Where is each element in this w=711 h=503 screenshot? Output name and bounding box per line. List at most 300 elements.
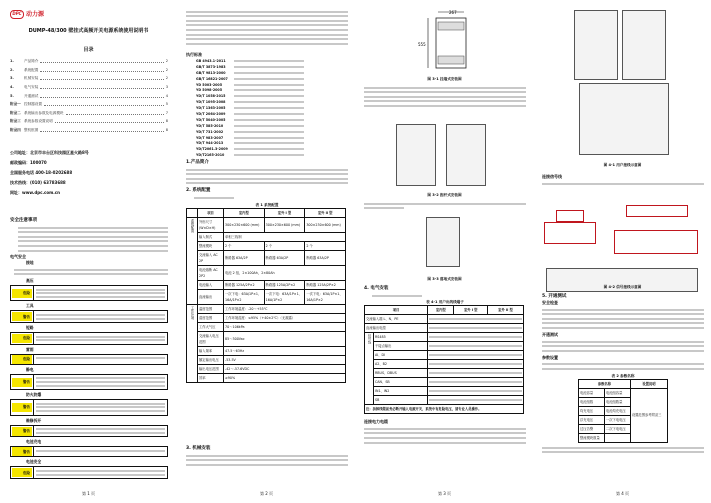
param-desc: 电池均充电压 (604, 406, 630, 415)
brand-logo (10, 10, 44, 19)
row-value: 断路器 63A/2P (264, 250, 305, 265)
toc-label: 系统输出参数及电源模块 (24, 110, 64, 115)
warning-tag (11, 355, 33, 364)
page-1 (0, 0, 177, 503)
row-label: 电池熔断 AC 2P2 (198, 265, 224, 280)
toc-entry (10, 100, 168, 109)
table-row (187, 346, 346, 355)
warning-box (10, 466, 168, 479)
row-value: 47.5～63Hz (224, 346, 346, 355)
table-row (187, 289, 346, 304)
warning-body (33, 355, 167, 364)
cabinet-left-figure (574, 10, 618, 80)
signal-terminal-left (556, 210, 584, 222)
toc-page: 3 (165, 85, 168, 90)
page-footer: 第 3 页 (437, 491, 452, 496)
warning-tag (11, 447, 33, 456)
warning-tag (11, 333, 33, 344)
page-footer: 第 4 页 (615, 491, 630, 496)
row-label: 效率 (198, 373, 224, 382)
table-header: 设置说明 (630, 379, 667, 388)
table-row (187, 250, 346, 265)
website: 网址：www.dpc.com.cn (10, 190, 60, 195)
toc-label: 机械安装 (24, 76, 39, 81)
page-3 (356, 0, 533, 503)
warning-level: 警告 (23, 314, 30, 319)
warning-section-title: 静电 (26, 366, 34, 372)
table-row (187, 313, 346, 322)
warning-level: 危险 (23, 291, 30, 296)
toc-entry (10, 117, 168, 126)
signal-section (542, 174, 704, 187)
signal-section-title: 连接信号线 (542, 174, 562, 179)
row-label: 整流模块 (198, 241, 224, 250)
warning-triangle-icon (14, 469, 22, 476)
toc-number: 2. (10, 67, 14, 72)
standard-code: YD/T 2064-2009 (196, 112, 226, 117)
figure-4-2-caption: 图 4-2 信号接线示意图 (603, 285, 642, 289)
warning-box (10, 425, 168, 438)
table-header: 项目 (198, 208, 224, 217)
dim-width-label: 267 (449, 10, 457, 15)
param-desc (604, 433, 630, 442)
row-label: 输入频率 (198, 346, 224, 355)
row-value: 工作环境温度：-20～+55℃ (224, 304, 346, 313)
table-row (187, 232, 346, 241)
table-row (365, 324, 524, 333)
logo-mark-icon: DPC (10, 10, 24, 19)
toc-dots (40, 85, 163, 89)
parameter-table (578, 379, 668, 443)
postcode: 邮政编码：100070 (10, 160, 47, 165)
floor-mount-figure (426, 217, 460, 267)
param-name: 均充电压 (579, 406, 605, 415)
row-value: 2 个 (224, 241, 265, 250)
row-label: 交流输入 AC 2P (198, 250, 224, 265)
row-value: 工作环境湿度：≤95%（+40±2℃）（无凝露） (224, 313, 346, 322)
intro-section (186, 160, 348, 383)
row-label: RBUS、DBUS (374, 369, 428, 378)
param-desc: 一次下电电压 (604, 415, 630, 424)
table-row (365, 333, 524, 342)
toc-page: 2 (165, 59, 168, 64)
standard-code: GB 4943.1-2011 (196, 59, 226, 63)
toc-number: 附录三 (10, 119, 21, 124)
electrical-safety-title: 电气安全 (10, 254, 26, 260)
warning-section-title: 电池安全 (26, 459, 42, 465)
page-2 (178, 0, 355, 503)
standard-code: GB/T 9813-2000 (196, 70, 226, 75)
param-name: 浮充电压 (579, 415, 605, 424)
table-row (187, 241, 346, 250)
toc-entry (10, 57, 168, 66)
row-value: 一次下电：63A/1P×1、16A/1P×2 (224, 289, 265, 304)
row-value: 断路器 125A/2P×2 (305, 280, 346, 289)
toc-entry (10, 66, 168, 75)
section-5-title: 5. 开通测试 (542, 294, 567, 299)
table-row (365, 351, 524, 360)
warning-box (10, 285, 168, 301)
param-name: 电池容量 (579, 388, 605, 397)
row-label: 工作大气压 (198, 322, 224, 331)
standard-code: YD/T 944-2013 (196, 141, 224, 146)
warning-tag (11, 426, 33, 437)
warning-box (10, 446, 168, 457)
cabinet-right-figure (622, 10, 666, 80)
standard-code: YD/T 1095-2008 (196, 100, 226, 105)
warning-triangle-icon (14, 290, 22, 297)
grounding-label: 接地 (26, 260, 34, 266)
standard-row (196, 152, 348, 158)
row-value (428, 396, 524, 405)
row-value (428, 351, 524, 360)
toc-page: 8 (165, 128, 168, 133)
toc-page: 7 (165, 110, 168, 115)
toc-dots (66, 111, 164, 115)
warning-badge (12, 378, 32, 387)
toc-entry (10, 91, 168, 100)
row-label: AI、DI (374, 351, 428, 360)
section-3-title: 3. 机械安装 (186, 446, 211, 451)
standard-code: YD/T 983-2007 (196, 135, 224, 140)
row-value: 一次下电：63A/1P×1、16A/1P×2 (305, 289, 346, 304)
page-footer: 第 2 页 (259, 491, 274, 496)
table-header: 室外 I 型 (264, 208, 305, 217)
warning-level: 警告 (23, 429, 30, 434)
warning-triangle-icon (14, 356, 22, 363)
table-1-caption: 表 1 系统配置 (255, 202, 279, 207)
table-row (187, 373, 346, 382)
warning-body (33, 447, 167, 456)
table-header: 室外 II 型 (305, 208, 346, 217)
warning-badge (12, 447, 32, 456)
bullet-block (186, 8, 348, 47)
toc-dots (55, 119, 164, 123)
row-label: 输入制式 (198, 232, 224, 241)
warning-section-title: 防火防爆 (26, 392, 42, 398)
document-title: DUMP-48/300 壁挂式高频开关电源系统使用说明书 (28, 28, 149, 34)
section-1-title: 1.产品简介 (186, 160, 209, 165)
param-desc: 电池组数量 (604, 397, 630, 406)
row-label: 额定输出电压 (198, 355, 224, 364)
table-row (187, 355, 346, 364)
standard-code: YD 5098-2005 (196, 88, 222, 93)
standard-code: YD/T 5040-2005 (196, 117, 226, 122)
row-value: 85～300Vac (224, 331, 346, 346)
logo-text: 动力源 (26, 10, 45, 18)
power-on-title: 开通测试 (542, 331, 558, 337)
power-cable-subtitle: 连接电力电缆 (364, 419, 388, 425)
toc-page: 2 (165, 76, 168, 81)
row-value (428, 387, 524, 396)
warning-body (33, 375, 167, 389)
row-value: -42～-57.6VDC (224, 364, 346, 373)
warning-body (33, 467, 167, 478)
standard-code: GB/T 16821-2007 (196, 76, 228, 81)
toc-label: 系统参数设置说明 (24, 119, 53, 124)
warning-triangle-icon (14, 448, 22, 455)
row-label: CAN、SB (374, 378, 428, 387)
row-value: -53.5V (224, 355, 346, 364)
row-label: 交流输入电压范围 (198, 331, 224, 346)
row-label: 干接点输出 (374, 342, 428, 351)
warning-level: 危险 (23, 336, 30, 341)
table-row (187, 217, 346, 232)
row-label: RS485 (374, 333, 428, 342)
warning-list (10, 278, 168, 479)
table-row (187, 364, 346, 373)
warning-body (33, 286, 167, 300)
warning-triangle-icon (14, 428, 22, 435)
toc-entry (10, 74, 168, 83)
standard-code: GB/T 3873-1983 (196, 64, 226, 69)
warning-level: 警告 (23, 380, 30, 385)
row-label: IN1、IN2 (374, 387, 428, 396)
param-name: 整流模块数量 (579, 433, 605, 442)
page-4 (534, 0, 711, 503)
table-header: 室内型 (428, 306, 454, 315)
table-row (365, 378, 524, 387)
standard-code: YD/T2061.3-2009 (196, 147, 228, 152)
row-value (428, 369, 524, 378)
table-row (365, 369, 524, 378)
signal-terminal-right (626, 205, 688, 217)
warning-triangle-icon (14, 335, 22, 342)
warning-tag (11, 467, 33, 478)
setting-note: 设置范围参考附录三 (630, 388, 667, 442)
param-desc: 电池组容量 (604, 388, 630, 397)
commissioning-section (542, 294, 704, 456)
pole-mount-figure-b (446, 124, 486, 186)
table-2-caption: 表 2 参数名称 (611, 373, 635, 378)
terminal-table (364, 305, 524, 405)
figure-3-2-caption: 图 3-2 抱杆式安装图 (427, 193, 462, 197)
table-row (365, 342, 524, 351)
toc-page: 4 (165, 93, 168, 98)
warning-body (33, 426, 167, 437)
pole-mount-figure-a (396, 124, 436, 186)
toc-number: 4. (10, 85, 14, 90)
warning-triangle-icon (14, 404, 22, 411)
warning-tag (11, 400, 33, 414)
warning-level: 危险 (23, 357, 30, 362)
param-setting-title: 参数设置 (542, 354, 558, 360)
safety-section (10, 218, 168, 481)
warning-badge (12, 312, 32, 321)
row-value: 300×230×600 (mm) (305, 217, 346, 232)
table-row (187, 280, 346, 289)
warning-box (10, 332, 168, 345)
safety-check-title: 安全检查 (542, 300, 558, 305)
standard-code: YD/T2165-2010 (196, 153, 225, 158)
row-value: 单相三线制 (224, 232, 346, 241)
warning-badge (12, 355, 32, 364)
toc-number: 5. (10, 93, 14, 98)
warning-section-title: 短路 (26, 325, 34, 331)
warning-section-title: 维修拆开 (26, 417, 42, 423)
warning-body (33, 333, 167, 344)
row-value (428, 378, 524, 387)
warning-level: 警告 (23, 449, 30, 454)
row-value (428, 342, 524, 351)
toc-entry (10, 83, 168, 92)
toc-dots (40, 76, 163, 80)
toc-page: 2 (165, 67, 168, 72)
toc-number: 附录一 (10, 102, 21, 107)
row-value: 断路器 125A/2P×2 (224, 280, 265, 289)
toc-label: 产品简介 (24, 59, 39, 64)
row-label: 输出电压范围 (198, 364, 224, 373)
signal-terminal-right-zoom (614, 230, 698, 254)
warning-tag (11, 375, 33, 389)
warning-triangle-icon (14, 313, 22, 320)
toc-dots (44, 102, 164, 106)
figure-4-1-caption: 图 4-1 用户接线示意图 (603, 163, 642, 167)
row-value: 断路器 63A/2P (305, 250, 346, 265)
figure-3-1-caption: 图 3-1 挂墙式安装图 (427, 77, 462, 81)
row-value: 断路器 63A/2P (224, 250, 265, 265)
table-header: 参数名称 (579, 379, 631, 388)
toc-dots (40, 59, 163, 63)
toc-label: 控制器设置 (24, 102, 42, 107)
row-value (428, 324, 524, 333)
toc-number: 附录四 (10, 128, 21, 133)
signal-terminal-left-zoom (544, 222, 596, 244)
row-value: 300×230×600 (mm) (224, 217, 265, 232)
row-value (428, 333, 524, 342)
row-value (428, 360, 524, 369)
toc-label: 开通测试 (24, 93, 39, 98)
cabinet-interior-figure (579, 83, 669, 155)
row-label: SB (374, 396, 428, 405)
toc-entry (10, 126, 168, 135)
toc-number: 3. (10, 76, 14, 81)
row-label: 直流输出 (198, 289, 224, 304)
row-value: 2 个 (305, 241, 346, 250)
row-value: 一次下电：63A/1P×1、16A/1P×2 (264, 289, 305, 304)
toc-number: 1. (10, 59, 14, 64)
row-value: 70～106kPa (224, 322, 346, 331)
section-2-title: 2. 系统配置 (186, 188, 211, 194)
table-row (365, 315, 524, 324)
system-config-table (186, 208, 346, 383)
table-row (579, 388, 668, 397)
warning-badge (12, 468, 32, 477)
table-row (187, 265, 346, 280)
standards-title: 执行标准 (186, 52, 202, 57)
wall-mount-figure (416, 8, 476, 73)
param-name: 电池组数 (579, 397, 605, 406)
section-4-title: 4. 电气安装 (364, 286, 389, 291)
row-value (428, 315, 524, 324)
warning-badge (12, 427, 32, 436)
address: 公司地址：北京市丰台区科技园区星火路8号 (10, 150, 89, 155)
warning-badge (12, 334, 32, 343)
dim-height-label: 555 (418, 42, 426, 47)
row-label: A2、B2 (374, 360, 428, 369)
toc-label: 系统配置 (24, 67, 39, 72)
toc-page: 5 (165, 102, 168, 107)
group-label: 工作环境 (187, 304, 198, 382)
row-label: 交流输入端 L、N、PE (365, 315, 428, 324)
standard-code: YD/T 1058-2015 (196, 94, 226, 99)
table-header: 室外 II 型 (487, 306, 523, 315)
hotline: 全国服务电话 400-18-0202688 (10, 170, 73, 175)
warning-section-title: 高压 (26, 277, 34, 283)
safety-title: 安全注意事项 (10, 218, 37, 223)
toc-entry (10, 109, 168, 118)
standards-section (186, 52, 348, 158)
warning-section-title: 工具 (26, 303, 34, 309)
toc-label: 电气安装 (24, 85, 39, 90)
row-label: 直流输出电缆 (365, 324, 428, 333)
tech-line: 技术热线：(010) 63783688 (10, 180, 66, 185)
table-header: 项目 (365, 306, 428, 315)
warning-badge (12, 403, 32, 412)
toc-dots (40, 128, 163, 132)
row-label: 电池输入 (198, 280, 224, 289)
warning-tag (11, 286, 33, 300)
row-value: 电池 2 组，2×100Ah，2×80Ah (224, 265, 346, 280)
row-value: 断路器 125A/2P×2 (264, 280, 305, 289)
warning-level: 警告 (23, 405, 30, 410)
table-note: 注：拆卸线缆前务必断开输入电源开关，系统中有危险电压，请专业人员操作。 (364, 405, 524, 414)
table-header: 室外 I 型 (454, 306, 488, 315)
toc-dots (40, 94, 163, 98)
signal-group-label: 信号线 (365, 333, 374, 405)
row-value: ≥90% (224, 373, 346, 382)
page-footer: 第 1 页 (81, 491, 96, 496)
table-header-group (187, 208, 198, 217)
mechanical-section (186, 446, 348, 468)
table-4-1-caption: 表 4-1 用户出线线端子 (426, 300, 464, 305)
table-of-contents (10, 57, 168, 134)
table-row (365, 360, 524, 369)
standard-code: YD/T 1363-2005 (196, 106, 226, 111)
param-desc: 二次下电电压 (604, 424, 630, 433)
warning-tag (11, 311, 33, 322)
warning-section-title: 电池充电 (26, 439, 42, 445)
warning-badge (12, 289, 32, 298)
warning-box (10, 399, 168, 415)
warning-section-title: 雷雨 (26, 346, 34, 352)
figure-3-3-caption: 图 3-3 落地式安装图 (427, 277, 462, 281)
row-label: 温度范围 (198, 304, 224, 313)
warning-body (33, 400, 167, 414)
table-row (187, 331, 346, 346)
row-label: 外形尺寸 (W×D×H) (198, 217, 224, 232)
toc-dots (40, 68, 163, 72)
toc-number: 附录二 (10, 110, 21, 115)
warning-box (10, 310, 168, 323)
table-row (187, 304, 346, 313)
table-header: 室内型 (224, 208, 265, 217)
standard-code: YD 5003-2005 (196, 82, 222, 87)
warning-level: 危险 (23, 470, 30, 475)
table-row (187, 322, 346, 331)
warning-body (33, 311, 167, 322)
toc-title: 目录 (83, 47, 94, 53)
warning-box (10, 354, 168, 365)
warning-box (10, 374, 168, 390)
row-label: 湿度范围 (198, 313, 224, 322)
contact-info (10, 150, 89, 200)
toc-page: 8 (165, 119, 168, 124)
standard-code: YD/T 731-2002 (196, 129, 224, 134)
electrical-section (364, 286, 526, 446)
table-row (365, 387, 524, 396)
toc-label: 整机框图 (24, 128, 39, 133)
